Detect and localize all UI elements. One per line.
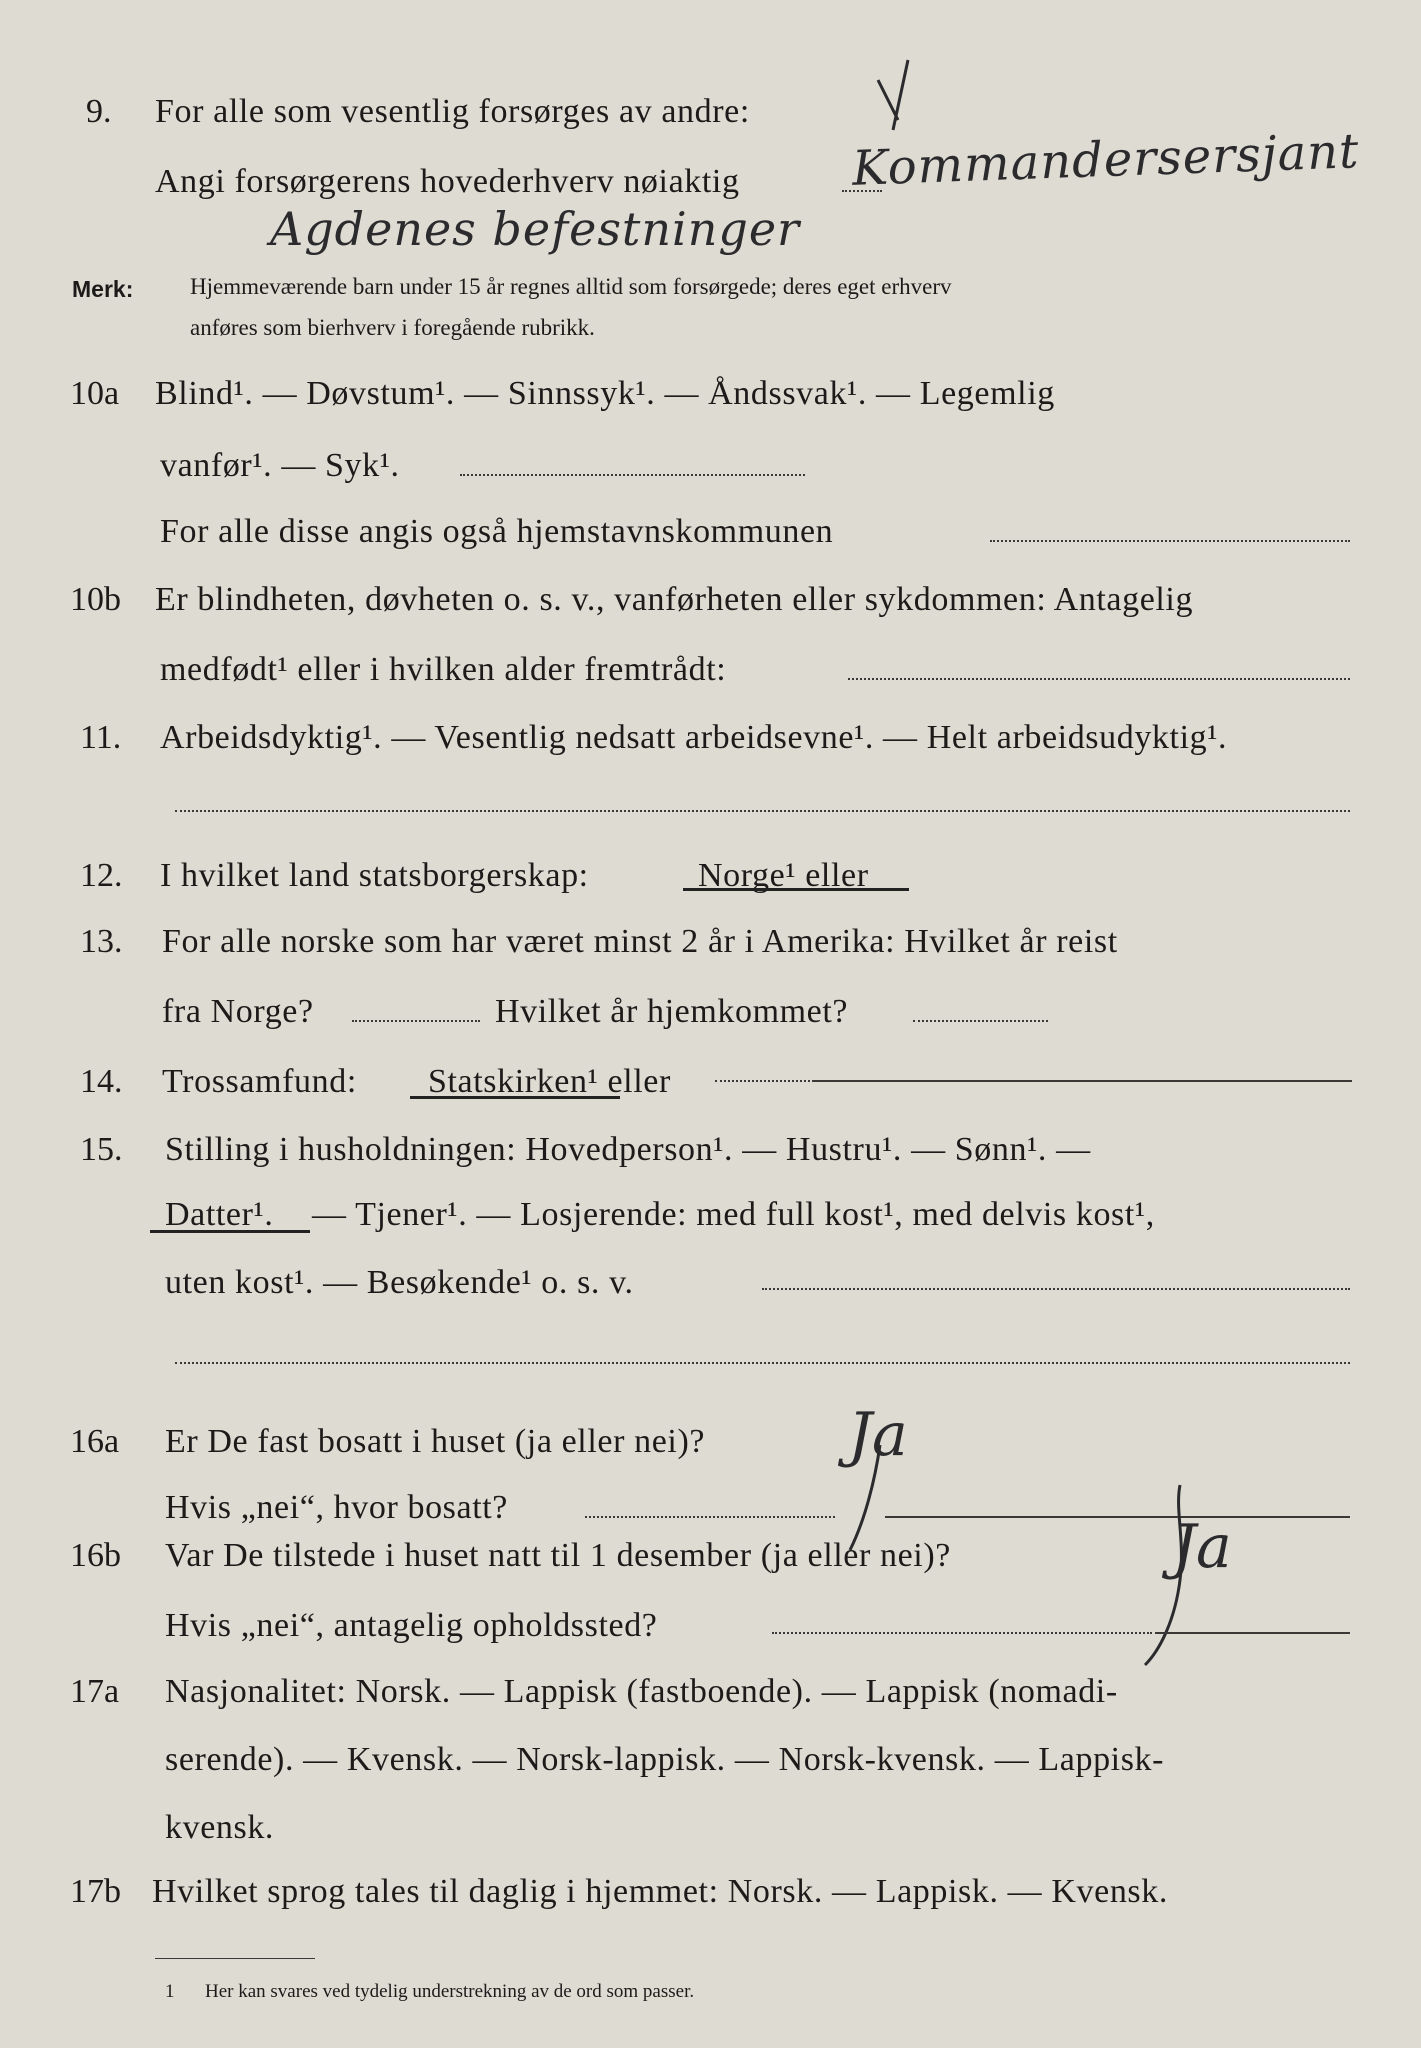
q16b-line1: Var De tilstede i huset natt til 1 desember (ja eller nei)? [165, 1537, 951, 1574]
footnote-separator [155, 1958, 315, 1959]
q10a-line2: vanfør¹. — Syk¹. [160, 447, 400, 484]
q15-line2a: Datter¹. [165, 1196, 274, 1233]
q13-reist-dotline [352, 1020, 480, 1022]
q16b-handwritten-stroke [1135, 1480, 1215, 1670]
q15-line2b: — Tjener¹. — Losjerende: med full kost¹, med delvis kost¹, [312, 1196, 1155, 1233]
q16b-line2: Hvis „nei“, antagelig opholdssted? [165, 1607, 658, 1644]
q9-answer-occupation: Kommandersersjant [851, 123, 1361, 197]
q13-line2b: Hvilket år hjemkommet? [495, 993, 849, 1030]
q14-answer-underline [410, 1096, 620, 1099]
q9-question-line1: For alle som vesentlig forsørges av andre: [155, 93, 750, 130]
q9-handwritten-checkmark [868, 50, 938, 140]
q11-dotline [175, 810, 1350, 812]
q16b-answer: Ja [1172, 1512, 1232, 1582]
footnote-mark: 1 [165, 1981, 175, 2002]
q10a-line3: For alle disse angis også hjemstavnskommunen [160, 513, 834, 550]
q16a-bosatt-dotline [585, 1516, 835, 1518]
q15-answer-underline [150, 1230, 310, 1233]
q12-answer: Norge¹ eller [698, 857, 869, 894]
q16b-dotline [772, 1632, 1152, 1634]
q10b-dotline [848, 678, 1350, 680]
q10a-line1: Blind¹. — Døvstum¹. — Sinnssyk¹. — Åndssvak¹. — Legemlig [155, 375, 1055, 412]
q17b-number: 17b [70, 1873, 121, 1910]
q14-number: 14. [80, 1063, 123, 1100]
q10a-hjemstavn-dotline [990, 540, 1350, 542]
q15-dotline [762, 1288, 1350, 1290]
q12-number: 12. [80, 857, 123, 894]
q14-solidline [812, 1080, 1352, 1082]
merk-text-line2: anføres som bierhverv i foregående rubrikk. [190, 315, 595, 340]
q16b-solidline [1155, 1632, 1350, 1634]
q12-prefix: I hvilket land statsborgerskap: [160, 857, 589, 894]
q15-dotline2 [175, 1362, 1350, 1364]
q14-dotline [715, 1080, 810, 1082]
q11-line1: Arbeidsdyktig¹. — Vesentlig nedsatt arbeidsevne¹. — Helt arbeidsudyktig¹. [160, 719, 1228, 756]
q16a-line1: Er De fast bosatt i huset (ja eller nei)? [165, 1423, 706, 1460]
q17a-line1: Nasjonalitet: Norsk. — Lappisk (fastboende). — Lappisk (nomadi- [165, 1673, 1118, 1710]
q9-answer-workplace: Agdenes befestninger [270, 202, 801, 256]
q10b-line1: Er blindheten, døvheten o. s. v., vanførheten eller sykdommen: Antagelig [155, 581, 1194, 618]
q14-answer: Statskirken¹ eller [428, 1063, 671, 1100]
q17b-line1: Hvilket sprog tales til daglig i hjemmet: Norsk. — Lappisk. — Kvensk. [152, 1873, 1168, 1910]
q13-line1: For alle norske som har været minst 2 år i Amerika: Hvilket år reist [162, 923, 1118, 960]
q15-line1: Stilling i husholdningen: Hovedperson¹. — Hustru¹. — Sønn¹. — [165, 1131, 1091, 1168]
q16a-answer: Ja [848, 1400, 908, 1470]
q16a-line2: Hvis „nei“, hvor bosatt? [165, 1489, 508, 1526]
merk-label: Merk: [72, 276, 134, 302]
q15-line3: uten kost¹. — Besøkende¹ o. s. v. [165, 1264, 634, 1301]
q10a-number: 10a [70, 375, 120, 412]
q13-number: 13. [80, 923, 123, 960]
q14-prefix: Trossamfund: [162, 1063, 357, 1100]
q13-hjemkommet-dotline [913, 1020, 1048, 1022]
q12-answer-underline [683, 888, 909, 891]
q17a-line3: kvensk. [165, 1809, 275, 1846]
q9-question-line2: Angi forsørgerens hovederhverv nøiaktig [155, 163, 740, 200]
q16b-number: 16b [70, 1537, 121, 1574]
q17a-line2: serende). — Kvensk. — Norsk-lappisk. — Norsk-kvensk. — Lappisk- [165, 1741, 1165, 1778]
footnote-text: Her kan svares ved tydelig understrekning av de ord som passer. [205, 1981, 695, 2002]
q16a-solidline [885, 1516, 1350, 1518]
q13-line2a: fra Norge? [162, 993, 314, 1030]
q10b-line2: medfødt¹ eller i hvilken alder fremtrådt: [160, 651, 727, 688]
q9-number: 9. [86, 93, 112, 130]
q17a-number: 17a [70, 1673, 120, 1710]
q10a-syk-dotline [460, 474, 805, 476]
q10b-number: 10b [70, 581, 121, 618]
q11-number: 11. [80, 719, 122, 756]
q15-number: 15. [80, 1131, 123, 1168]
merk-text-line1: Hjemmeværende barn under 15 år regnes alltid som forsørgede; deres eget erhverv [190, 274, 952, 299]
q16a-number: 16a [70, 1423, 120, 1460]
